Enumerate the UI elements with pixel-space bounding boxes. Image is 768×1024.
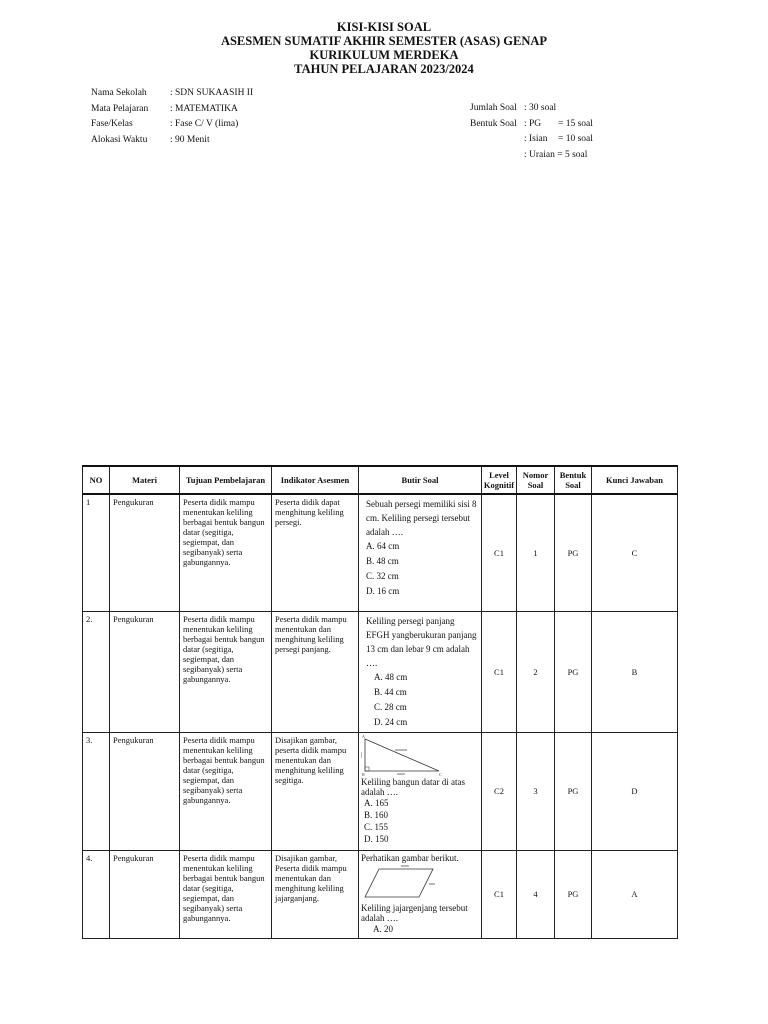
cell-kunci: C <box>592 494 678 611</box>
jumlah-value: : 30 soal <box>524 103 557 113</box>
kisi-kisi-table <box>82 465 678 939</box>
bentuk-pg-type: : PG <box>524 118 542 129</box>
cell-tujuan: Peserta didik mampu menentukan keliling berbagai bentuk bangun datar (segitiga, segiempat, dan segibanyak) serta gabungannya. <box>180 611 272 732</box>
option-b: B. 48 cm <box>366 556 399 566</box>
cell-tujuan: Peserta didik mampu menentukan keliling berbagai bentuk bangun datar (segitiga, segiempat, dan segibanyak) serta gabungannya. <box>180 732 272 850</box>
cell-bentuk: PG <box>555 732 592 850</box>
bentuk-label: Bentuk Soal <box>470 118 517 129</box>
question-text: Keliling persegi panjang EFGH yangberukuran panjang 13 cm dan lebar 9 cm adalah …. <box>366 615 477 668</box>
cell-bentuk: PG <box>555 611 592 732</box>
title-line-3: KURIKULUM MERDEKA <box>309 48 459 62</box>
cell-no: 2. <box>83 611 110 732</box>
bentuk-uraian: : Uraian = 5 soal <box>524 149 588 160</box>
cell-kunci: D <box>592 732 678 850</box>
header-bentuk: Bentuk Soal <box>555 466 592 494</box>
jumlah-label: Jumlah Soal <box>470 103 517 113</box>
option-b: B. 160 <box>364 809 389 820</box>
cell-nomor: 1 <box>517 494 555 611</box>
cell-indikator: Disajikan gambar, Peserta didik mampu menentukan dan menghitung keliling jajarganjang. <box>272 850 359 938</box>
cell-materi: Pengukuran <box>110 732 180 850</box>
mapel-value: : MATEMATIKA <box>170 103 238 114</box>
question-text: Sebuah persegi memiliki sisi 8 cm. Keliling persegi tersebut adalah …. <box>366 499 477 537</box>
cell-indikator: Disajikan gambar, peserta didik mampu menentukan dan menghitung keliling segitiga. <box>272 732 359 850</box>
table-row <box>83 611 678 732</box>
option-d: D. 24 cm <box>374 716 408 727</box>
fase-value: : Fase C/ V (lima) <box>170 119 239 129</box>
header-indikator: Indikator Asesmen <box>272 466 359 494</box>
table-row <box>83 850 678 938</box>
triangle-figure <box>361 733 479 777</box>
option-a: A. 64 cm <box>366 541 400 551</box>
cell-materi: Pengukuran <box>110 850 180 938</box>
cell-butir-soal <box>359 611 482 732</box>
cell-level: C1 <box>482 611 517 732</box>
header-materi: Materi <box>110 466 180 494</box>
cell-nomor: 3 <box>517 732 555 850</box>
parallelogram-figure <box>361 863 479 903</box>
svg-text:B: B <box>362 771 365 777</box>
option-a: A. 48 cm <box>374 671 408 682</box>
sekolah-value: : SDN SUKAASIH II <box>170 88 254 98</box>
cell-no: 1 <box>83 494 110 611</box>
svg-text:C: C <box>439 771 442 777</box>
bentuk-isian-count: = 10 soal <box>558 134 593 144</box>
option-a: A. 165 <box>364 797 389 808</box>
title-line-1: KISI-KISI SOAL <box>336 20 432 34</box>
option-b: B. 44 cm <box>374 686 407 697</box>
cell-bentuk: PG <box>555 494 592 611</box>
cell-butir-soal <box>359 494 482 611</box>
question-intro: Perhatikan gambar berikut. <box>361 852 459 863</box>
cell-kunci: B <box>592 611 678 732</box>
alokasi-label: Alokasi Waktu <box>91 134 148 145</box>
sekolah-label: Nama Sekolah <box>91 88 147 98</box>
cell-indikator: Peserta didik mampu menentukan dan menghitung keliling persegi panjang. <box>272 611 359 732</box>
header-no: NO <box>83 466 110 494</box>
cell-kunci: A <box>592 850 678 938</box>
question-text: Keliling jajargenjang tersebut adalah …. <box>361 902 468 923</box>
cell-no: 4. <box>83 850 110 938</box>
title-line-4: TAHUN PELAJARAN 2023/2024 <box>294 62 474 76</box>
fase-label: Fase/Kelas <box>91 119 133 129</box>
cell-materi: Pengukuran <box>110 611 180 732</box>
option-c: C. 28 cm <box>374 701 407 712</box>
bentuk-isian-type: : Isian <box>524 134 548 144</box>
alokasi-value: : 90 Menit <box>170 134 210 145</box>
school-info <box>91 86 253 148</box>
header-tujuan: Tujuan Pembelajaran <box>180 466 272 494</box>
cell-indikator: Peserta didik dapat menghitung keliling persegi. <box>272 494 359 611</box>
question-info <box>470 101 593 163</box>
table-row <box>83 494 678 611</box>
cell-level: C1 <box>482 850 517 938</box>
header-butir: Butir Soal <box>359 466 482 494</box>
cell-bentuk: PG <box>555 850 592 938</box>
cell-materi: Pengukuran <box>110 494 180 611</box>
title-line-2: ASESMEN SUMATIF AKHIR SEMESTER (ASAS) GENAP <box>220 34 548 48</box>
cell-level: C1 <box>482 494 517 611</box>
option-a: A. 20 <box>373 923 393 934</box>
option-c: C. 155 <box>364 821 389 832</box>
cell-tujuan: Peserta didik mampu menentukan keliling berbagai bentuk bangun datar (segitiga, segiempat, dan segibanyak) serta gabungannya. <box>180 850 272 938</box>
cell-no: 3. <box>83 732 110 850</box>
option-c: C. 32 cm <box>366 571 399 581</box>
cell-butir-soal <box>359 732 482 850</box>
cell-nomor: 4 <box>517 850 555 938</box>
cell-tujuan: Peserta didik mampu menentukan keliling berbagai bentuk bangun datar (segitiga, segiempat, dan segibanyak) serta gabungannya. <box>180 494 272 611</box>
cell-level: C2 <box>482 732 517 850</box>
bentuk-pg-count: = 15 soal <box>558 118 593 129</box>
mapel-label: Mata Pelajaran <box>91 103 149 114</box>
header-nomor: Nomor Soal <box>517 466 555 494</box>
table-header-row <box>83 466 678 494</box>
cell-nomor: 2 <box>517 611 555 732</box>
svg-text:A: A <box>362 733 365 739</box>
option-d: D. 16 cm <box>366 586 400 596</box>
cell-butir-soal <box>359 850 482 938</box>
document-title-block <box>0 20 768 76</box>
question-text: Keliling bangun datar di atas adalah …. <box>361 776 465 797</box>
table-row <box>83 732 678 850</box>
header-kunci: Kunci Jawaban <box>592 466 678 494</box>
option-d: D. 150 <box>364 833 389 844</box>
header-level: Level Kognitif <box>482 466 517 494</box>
